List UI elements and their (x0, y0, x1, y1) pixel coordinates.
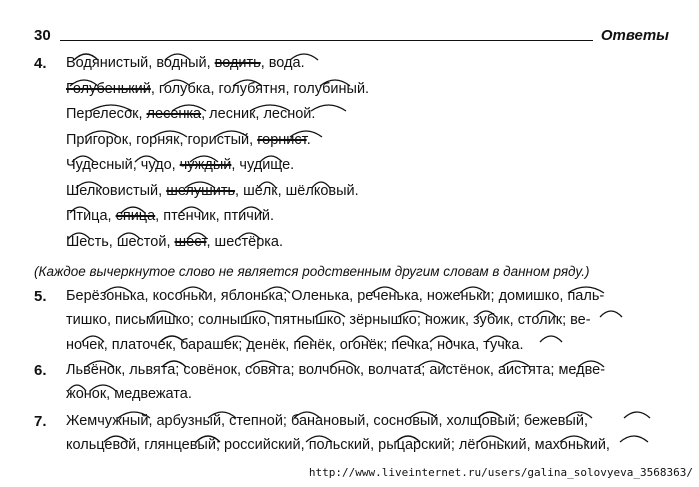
exercise-4-note: (Каждое вычеркнутое слово не является родственным другим словам в данном ряду.) (34, 264, 590, 279)
root-arc-mark (624, 412, 650, 418)
struck-word: Голубенький (66, 81, 151, 97)
word-text: Шесть, шестой, (66, 234, 175, 250)
word-text: Чудесный, чудо, (66, 157, 180, 173)
word-text: Пригорок, горняк, гористый, (66, 132, 258, 148)
word-text: Жемчужный, арбузный, степной; банановый, сосновый, холщовый; бежевый, (66, 413, 588, 429)
answer-line (66, 312, 591, 328)
exercise-number: 6. (34, 362, 47, 379)
word-text: Птица, (66, 208, 116, 224)
word-text: Львёнок, львята; совёнок, совята; волчонок, волчата; аистёнок, аистята; медве- (66, 362, 606, 378)
exercise-number: 5. (34, 288, 47, 305)
struck-word: шелушить (166, 183, 236, 199)
answer-line (66, 413, 588, 429)
word-text: Шелковистый, (66, 183, 167, 199)
word-text: , лесник, лесной. (201, 106, 316, 122)
answer-line (66, 183, 359, 199)
word-text: жонок, медвежата. (66, 386, 192, 402)
struck-word: водить (214, 55, 261, 71)
answer-line (66, 386, 192, 402)
struck-word: спица (115, 208, 156, 224)
struck-word: лесенка (146, 106, 202, 122)
answer-line (66, 55, 305, 71)
answer-line (66, 132, 311, 148)
struck-word: шест (174, 234, 207, 250)
root-arc-mark (540, 336, 562, 342)
root-arc-mark (311, 105, 346, 111)
word-text: . (306, 132, 311, 148)
answer-line (66, 288, 604, 304)
word-text: , голубка, голубятня, голубиный. (150, 81, 370, 97)
answer-line (66, 157, 294, 173)
answer-line (66, 106, 315, 122)
word-text: Перелесок, (66, 106, 147, 122)
answer-line (66, 208, 274, 224)
section-title: Ответы (600, 27, 669, 44)
root-arc-mark (600, 311, 622, 317)
word-text: водный, (156, 55, 215, 71)
word-text: кольцевой, глянцевый; российский, польский, рыцарский; лёгонький, махонький, (66, 437, 610, 453)
struck-word: горнист (257, 132, 307, 148)
exercise-number: 4. (34, 55, 47, 72)
page-header (34, 27, 669, 47)
page-number: 30 (34, 27, 51, 44)
word-text: , чудище. (231, 157, 295, 173)
header-rule (60, 40, 593, 41)
word-text: ночек, платочек, барашек; денёк, пенёк, огонёк; печка, ночка, тучка. (66, 337, 524, 353)
answer-line (66, 81, 369, 97)
word-text: , птенчик, птичий. (155, 208, 275, 224)
answer-line (66, 362, 605, 378)
word-text: , шестёрка. (206, 234, 284, 250)
word-text: Водянистый, (66, 55, 157, 71)
struck-word: чуждый (179, 157, 232, 173)
word-text: , вода. (260, 55, 305, 71)
word-text: тишко, письмишко; солнышко, пятнышко, зёрнышко; ножик, зубик, столик; ве- (66, 312, 591, 328)
exercise-number: 7. (34, 413, 47, 430)
answer-line (66, 437, 610, 453)
footer-url: http://www.liveinternet.ru/users/galina_solovyeva_3568363/ (308, 466, 693, 479)
root-arc-mark (620, 436, 648, 442)
word-text: Берёзонька, косоньки, яблонька; Оленька, реченька, ноженьки; домишко, паль- (66, 288, 605, 304)
answer-line (66, 337, 524, 353)
word-text: , шёлк, шёлковый. (235, 183, 359, 199)
answer-line (66, 234, 283, 250)
